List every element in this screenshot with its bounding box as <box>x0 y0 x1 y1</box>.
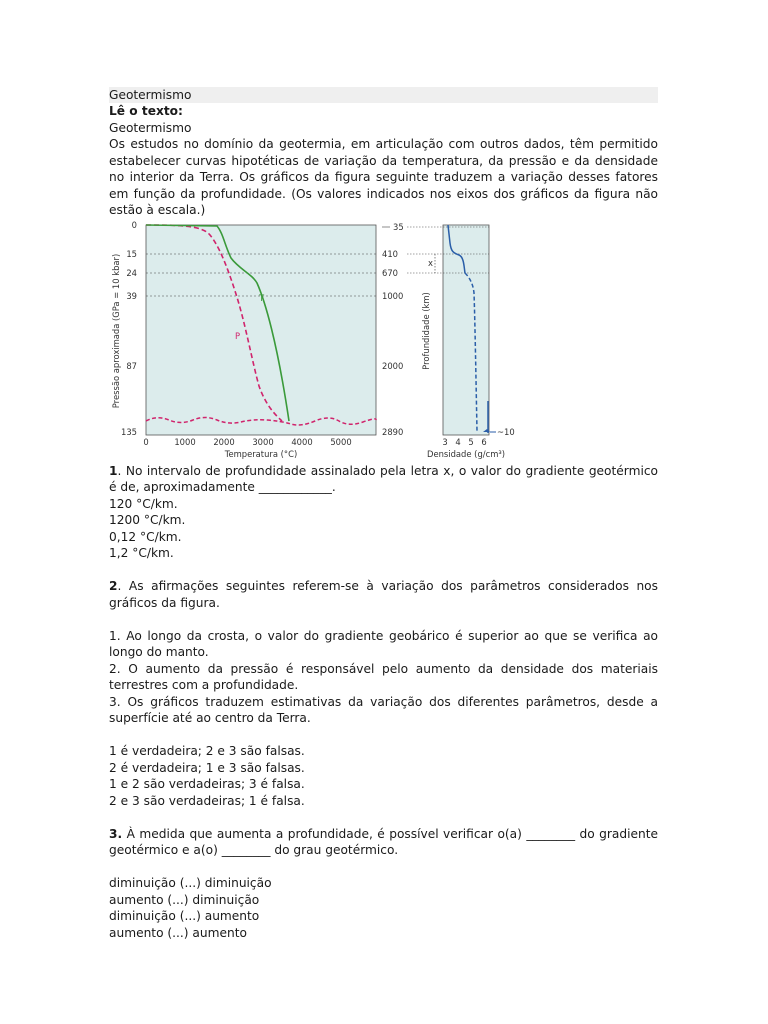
x-interval-label: x <box>428 257 433 268</box>
q2-number: 2 <box>109 579 118 593</box>
q3-option-b[interactable]: aumento (...) diminuição <box>109 892 260 907</box>
x-tick-4: 4000 <box>291 436 313 447</box>
depth-tick-4: 2000 <box>382 360 404 371</box>
x-tick-0: 0 <box>143 436 149 447</box>
q2-statement-2: 2. O aumento da pressão é responsável pelo aumento da densidade dos materiais terrestres com a profundidade. <box>109 661 658 692</box>
q1-number: 1 <box>109 463 118 478</box>
density-end-label: ~10 <box>497 426 515 437</box>
left-tick-1: 15 <box>126 248 137 259</box>
q1-option-b[interactable]: 1200 °C/km. <box>109 513 186 527</box>
q1-option-c[interactable]: 0,12 °C/km. <box>109 529 182 544</box>
depth-tick-5: 2890 <box>382 426 404 437</box>
dens-tick-0: 3 <box>442 436 448 447</box>
q1-option-d[interactable]: 1,2 °C/km. <box>109 546 174 560</box>
p-series-label: P <box>235 330 241 341</box>
q2-option-d[interactable]: 2 e 3 são verdadeiras; 1 é falsa. <box>109 793 305 808</box>
depth-tick-1: 410 <box>382 248 398 259</box>
left-plot-area <box>146 225 376 435</box>
q3-text <box>109 826 658 859</box>
right-y-axis-label: Profundidade (km) <box>421 291 431 370</box>
x-tick-2: 2000 <box>213 436 235 447</box>
x-tick-1: 1000 <box>174 436 196 447</box>
x-tick-5: 5000 <box>330 436 352 447</box>
instruction: Lê o texto: <box>109 104 183 118</box>
left-tick-2: 24 <box>126 267 137 278</box>
q2-statement-3: 3. Os gráficos traduzem estimativas da variação dos diferentes parâmetros, desde a superfície até ao centro da Terra. <box>109 694 658 725</box>
left-tick-5: 135 <box>121 426 137 437</box>
q3-body: À medida que aumenta a profundidade, é possível verificar o(a) ________ do gradiente geotérmico e a(o) ________ do grau geotérmico. <box>109 826 658 857</box>
q2-statement-1: 1. Ao longo da crosta, o valor do gradiente geobárico é superior ao que se verifica ao longo do manto. <box>109 628 658 659</box>
dens-tick-1: 4 <box>455 436 461 447</box>
depth-tick-2: 670 <box>382 267 398 278</box>
q2-option-b[interactable]: 2 é verdadeira; 1 e 3 são falsas. <box>109 760 305 775</box>
q3-option-c[interactable]: diminuição (...) aumento <box>109 909 260 923</box>
depth-tick-0: 35 <box>393 221 404 232</box>
figure <box>109 221 658 461</box>
q1-text <box>109 463 658 496</box>
x-tick-3: 3000 <box>252 436 274 447</box>
right-plot-area <box>443 225 489 435</box>
left-tick-3: 39 <box>126 290 137 301</box>
q2-text <box>109 578 658 611</box>
t-series-label: T <box>259 292 265 303</box>
left-y-axis-label: Pressão aproximada (GPa = 10 kbar) <box>111 253 121 408</box>
left-tick-0: 0 <box>131 220 137 230</box>
q2-body: . As afirmações seguintes referem-se à variação dos parâmetros considerados nos gráficos da figura. <box>109 579 658 610</box>
dens-tick-2: 5 <box>468 436 474 447</box>
q1-option-a[interactable]: 120 °C/km. <box>109 496 178 511</box>
figure-svg <box>107 221 527 461</box>
banner-title: Geotermismo <box>109 87 658 103</box>
q2-option-c[interactable]: 1 e 2 são verdadeiras; 3 é falsa. <box>109 777 305 791</box>
left-x-axis-label: Temperatura (°C) <box>224 448 298 459</box>
dens-tick-3: 6 <box>481 436 487 447</box>
q1-body: . No intervalo de profundidade assinalado pela letra x, o valor do gradiente geotérmico é de, aproximadamente ____________. <box>109 463 658 494</box>
left-tick-4: 87 <box>126 360 137 371</box>
left-chart <box>111 221 404 459</box>
document <box>109 87 658 941</box>
depth-tick-3: 1000 <box>382 290 404 301</box>
right-x-axis-label: Densidade (g/cm³) <box>427 448 505 459</box>
q3-option-d[interactable]: aumento (...) aumento <box>109 925 247 940</box>
intro-paragraph: Os estudos no domínio da geotermia, em articulação com outros dados, têm permitido estabelecer curvas hipotéticas de variação da temperatura, da pressão e da densidade no interior da Terra. Os gráficos da figura seguinte traduzem a variação desses fatores em função da profundidade. (Os valores indicados nos eixos dos gráficos da figura não estão à escala.) <box>109 137 658 217</box>
q3-option-a[interactable]: diminuição (...) diminuição <box>109 876 272 890</box>
q2-option-a[interactable]: 1 é verdadeira; 2 e 3 são falsas. <box>109 744 305 758</box>
right-chart <box>407 225 515 459</box>
q3-number: 3. <box>109 826 123 841</box>
subtitle: Geotermismo <box>109 120 192 135</box>
